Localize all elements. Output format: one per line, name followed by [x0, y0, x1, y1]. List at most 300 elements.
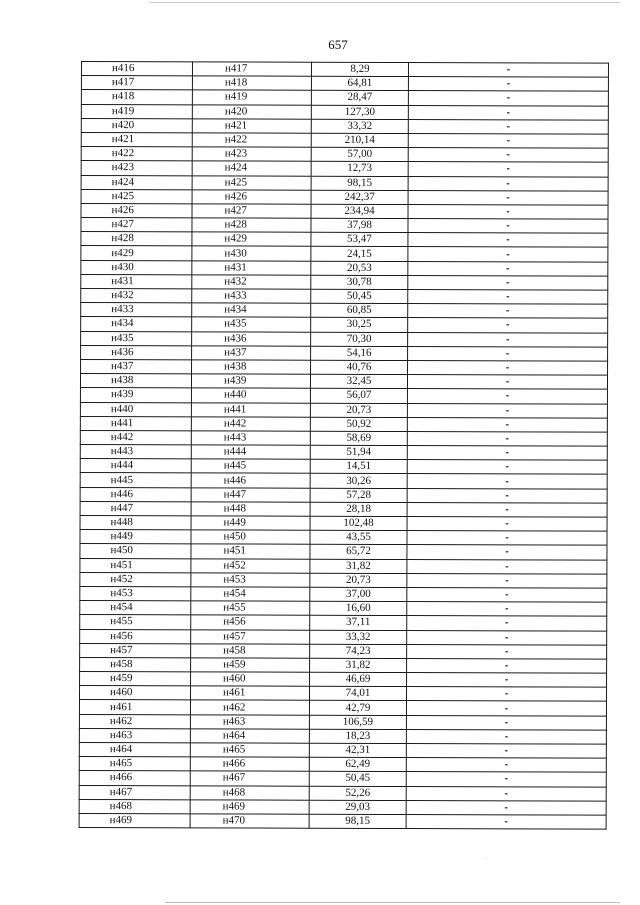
length-value: 32,45 [346, 375, 372, 388]
note-value: - [504, 660, 509, 672]
length-cell [309, 686, 406, 700]
end-point-cell [192, 275, 311, 290]
start-point-cell [80, 657, 191, 672]
end-point-cell [191, 417, 310, 432]
end-point-value: н428 [224, 218, 247, 231]
length-cell [309, 814, 406, 828]
start-point-value: н426 [111, 204, 134, 217]
note-cell [407, 502, 607, 517]
note-cell [406, 814, 606, 829]
end-point-value: н434 [224, 303, 247, 316]
end-point-cell [191, 388, 310, 403]
end-point-value: н462 [222, 700, 246, 714]
note-cell [407, 673, 607, 688]
end-point-cell [191, 402, 310, 417]
note-cell [407, 389, 607, 404]
end-point-cell [190, 729, 309, 744]
note-cell [407, 460, 607, 475]
end-point-cell [191, 516, 310, 531]
length-cell [311, 162, 408, 176]
note-value: - [505, 504, 509, 516]
end-point-value: н442 [223, 417, 247, 430]
length-cell [311, 190, 408, 204]
length-value: 234,94 [344, 204, 375, 217]
note-value: - [506, 64, 511, 76]
note-value: - [504, 773, 508, 785]
end-point-cell [191, 487, 310, 502]
note-value: - [504, 802, 508, 814]
end-point-value: н467 [222, 771, 246, 784]
start-point-cell [80, 416, 191, 431]
end-point-value: н436 [224, 332, 247, 345]
note-cell [407, 446, 607, 461]
start-point-value: н420 [111, 118, 135, 132]
start-point-value: н442 [110, 431, 134, 444]
end-point-value: н464 [222, 729, 246, 742]
note-value: - [505, 475, 509, 487]
length-cell [309, 729, 406, 743]
start-point-value: н452 [110, 572, 133, 586]
note-value: - [506, 220, 510, 232]
note-value: - [504, 816, 508, 828]
end-point-value: н419 [224, 90, 248, 103]
end-point-cell [192, 204, 311, 219]
start-point-cell [81, 345, 192, 360]
note-cell [406, 744, 606, 759]
note-cell [408, 105, 608, 120]
length-cell [310, 389, 407, 403]
note-cell [408, 332, 608, 347]
length-cell [311, 232, 408, 246]
start-point-value: н460 [109, 686, 133, 699]
length-value: 30,26 [346, 474, 372, 487]
end-point-value: н431 [224, 261, 247, 274]
start-point-cell [80, 558, 191, 573]
end-point-value: н424 [224, 161, 248, 174]
length-value: 98,15 [345, 814, 371, 827]
start-point-value: н469 [109, 814, 133, 827]
start-point-value: н427 [111, 218, 134, 231]
note-cell [407, 403, 607, 418]
note-value: - [506, 291, 510, 303]
length-value: 58,69 [346, 431, 372, 444]
end-point-value: н469 [222, 800, 246, 813]
start-point-value: н456 [110, 629, 133, 642]
note-value: - [505, 560, 509, 573]
end-point-cell [192, 246, 311, 261]
length-value: 40,76 [346, 360, 372, 373]
end-point-value: н437 [224, 346, 247, 359]
start-point-value: н457 [110, 643, 133, 656]
start-point-cell [80, 601, 191, 616]
end-point-cell [192, 218, 311, 233]
start-point-cell [81, 246, 192, 261]
note-cell [407, 431, 607, 446]
length-cell [310, 374, 407, 388]
start-point-cell [81, 189, 192, 204]
length-value: 28,47 [347, 91, 373, 104]
note-cell [408, 119, 608, 134]
note-value: - [506, 248, 510, 260]
note-value: - [504, 759, 508, 771]
end-point-value: н454 [223, 587, 246, 600]
start-point-cell [80, 615, 191, 630]
length-value: 30,25 [346, 318, 372, 331]
note-cell [406, 758, 606, 773]
end-point-value: н456 [223, 615, 246, 628]
note-value: - [506, 234, 510, 246]
length-cell [311, 303, 408, 317]
start-point-cell [79, 714, 190, 729]
note-cell [408, 219, 608, 234]
length-value: 31,82 [345, 658, 371, 671]
length-value: 20,73 [345, 573, 371, 586]
length-value: 210,14 [344, 133, 375, 146]
length-cell [311, 76, 408, 90]
note-value: - [505, 631, 509, 643]
end-point-value: н455 [223, 601, 246, 614]
length-value: 37,11 [346, 616, 371, 629]
start-point-cell [79, 700, 190, 715]
length-value: 43,55 [346, 531, 371, 544]
start-point-cell [81, 104, 192, 119]
start-point-cell [81, 76, 192, 91]
end-point-value: н417 [224, 62, 248, 75]
length-value: 106,59 [342, 715, 374, 728]
end-point-cell [190, 800, 309, 815]
note-value: - [506, 305, 510, 317]
length-value: 33,32 [345, 630, 371, 643]
note-cell [406, 701, 606, 716]
length-cell [309, 701, 406, 715]
end-point-value: н453 [223, 573, 246, 586]
end-point-value: н459 [223, 658, 246, 671]
length-value: 24,15 [347, 247, 372, 260]
start-point-value: н423 [111, 161, 135, 174]
start-point-cell [80, 459, 191, 474]
length-cell [311, 176, 408, 190]
length-value: 57,28 [346, 488, 372, 501]
note-value: - [505, 490, 509, 502]
start-point-cell [80, 374, 191, 389]
end-point-cell [192, 147, 311, 162]
note-cell [407, 488, 607, 503]
start-point-cell [81, 118, 192, 133]
scan-speck [486, 858, 487, 859]
length-value: 46,69 [345, 672, 371, 686]
end-point-cell [191, 672, 310, 687]
length-cell [309, 786, 406, 800]
end-point-cell [192, 331, 311, 346]
start-point-value: н455 [110, 615, 133, 628]
length-cell [309, 715, 406, 729]
end-point-cell [192, 175, 311, 190]
length-cell [309, 800, 406, 814]
length-value: 20,53 [346, 261, 372, 274]
note-value: - [506, 121, 510, 133]
start-point-value: н459 [110, 672, 133, 685]
note-cell [408, 162, 608, 177]
end-point-cell [192, 360, 311, 375]
note-cell [406, 772, 606, 787]
start-point-value: н430 [111, 260, 134, 273]
note-cell [407, 474, 607, 489]
length-cell [310, 502, 407, 516]
end-point-cell [190, 814, 309, 829]
note-cell [407, 531, 607, 546]
length-cell [310, 601, 407, 615]
length-value: 127,30 [344, 105, 375, 118]
end-point-cell [190, 686, 309, 701]
start-point-value: н453 [110, 587, 133, 600]
length-value: 98,15 [347, 176, 373, 189]
note-value: - [506, 78, 511, 90]
end-point-value: н461 [222, 686, 246, 699]
start-point-value: н463 [109, 729, 133, 742]
length-value: 52,26 [345, 786, 371, 799]
start-point-cell [79, 813, 190, 828]
note-cell [407, 517, 607, 532]
end-point-cell [191, 658, 310, 673]
length-value: 54,16 [346, 346, 372, 359]
end-point-value: н443 [223, 431, 247, 444]
length-value: 102,48 [343, 516, 374, 530]
note-cell [408, 247, 608, 262]
end-point-cell [190, 714, 309, 729]
segment-table-container [79, 61, 609, 830]
start-point-value: н422 [111, 147, 135, 160]
scan-edge-line-top [150, 2, 620, 3]
length-cell [310, 616, 407, 630]
start-point-cell [80, 402, 191, 417]
end-point-cell [190, 771, 309, 786]
end-point-value: н429 [224, 232, 247, 245]
end-point-value: н423 [224, 147, 248, 160]
length-cell [309, 757, 406, 771]
length-value: 50,92 [346, 417, 372, 430]
end-point-cell [191, 374, 310, 389]
end-point-cell [191, 629, 310, 644]
note-cell [406, 729, 606, 744]
end-point-cell [191, 431, 310, 446]
start-point-cell [80, 643, 191, 658]
start-point-cell [80, 445, 191, 460]
length-cell [311, 289, 408, 303]
end-point-value: н426 [224, 190, 247, 203]
start-point-cell [81, 62, 192, 77]
note-value: - [506, 206, 510, 218]
end-point-cell [192, 133, 311, 148]
start-point-cell [80, 515, 191, 530]
end-point-cell [192, 190, 311, 205]
note-cell [408, 290, 608, 305]
length-value: 62,49 [345, 758, 371, 771]
note-cell [406, 715, 606, 730]
length-cell [311, 218, 408, 232]
length-value: 42,31 [345, 743, 371, 757]
note-value: - [505, 348, 510, 360]
length-cell [310, 431, 407, 445]
end-point-cell [190, 743, 309, 758]
start-point-cell [80, 572, 191, 587]
end-point-value: н421 [224, 119, 248, 132]
start-point-value: н468 [109, 799, 133, 813]
end-point-value: н418 [224, 76, 248, 89]
start-point-value: н441 [110, 416, 134, 429]
note-value: - [505, 617, 509, 629]
end-point-cell [191, 530, 310, 545]
start-point-cell [81, 175, 192, 190]
segment-table [79, 61, 609, 830]
start-point-value: н438 [110, 374, 134, 387]
end-point-cell [192, 346, 311, 361]
start-point-value: н434 [111, 317, 134, 330]
end-point-value: н452 [223, 559, 246, 572]
length-cell [310, 672, 407, 686]
start-point-value: н440 [110, 402, 134, 415]
note-cell [407, 545, 607, 560]
start-point-value: н431 [111, 275, 134, 288]
start-point-cell [79, 742, 190, 757]
length-cell [310, 559, 407, 573]
length-value: 29,03 [345, 800, 371, 813]
end-point-cell [192, 289, 311, 304]
end-point-value: н458 [223, 644, 246, 657]
length-cell [310, 587, 407, 601]
note-cell [407, 602, 607, 617]
start-point-value: н448 [110, 516, 133, 529]
note-value: - [505, 603, 509, 615]
end-point-cell [191, 601, 310, 616]
end-point-value: н420 [224, 105, 248, 118]
start-point-cell [81, 161, 192, 176]
end-point-value: н451 [223, 544, 246, 557]
start-point-value: н467 [109, 785, 133, 798]
start-point-value: н444 [110, 459, 134, 472]
note-cell [406, 786, 606, 801]
note-cell [408, 304, 608, 319]
note-cell [407, 573, 607, 588]
start-point-cell [80, 586, 191, 601]
start-point-cell [81, 232, 192, 247]
note-cell [407, 375, 607, 390]
note-value: - [505, 532, 509, 544]
end-point-value: н427 [224, 204, 247, 217]
start-point-cell [81, 359, 192, 374]
start-point-cell [79, 728, 190, 743]
start-point-value: н449 [110, 530, 133, 543]
length-cell [311, 62, 408, 76]
page-number: 657 [328, 37, 348, 52]
start-point-value: н466 [109, 771, 133, 784]
length-cell [310, 545, 407, 559]
start-point-cell [81, 317, 192, 332]
start-point-value: н443 [110, 445, 134, 458]
start-point-cell [80, 530, 191, 545]
note-value: - [504, 646, 509, 658]
note-value: - [506, 135, 510, 147]
note-cell [408, 148, 608, 163]
start-point-value: н437 [111, 360, 134, 373]
end-point-value: н445 [223, 459, 247, 472]
start-point-cell [80, 629, 191, 644]
start-point-value: н446 [110, 487, 134, 500]
note-value: - [504, 702, 509, 714]
length-cell [310, 403, 407, 417]
start-point-value: н421 [111, 133, 135, 146]
length-value: 12,73 [347, 162, 373, 175]
length-cell [311, 204, 408, 218]
length-cell [311, 275, 408, 289]
end-point-value: н448 [223, 502, 247, 515]
end-point-cell [191, 644, 310, 659]
end-point-cell [192, 76, 311, 91]
start-point-value: н416 [111, 62, 135, 75]
end-point-cell [192, 232, 311, 247]
end-point-cell [191, 615, 310, 630]
length-value: 50,45 [345, 772, 371, 785]
end-point-value: н446 [223, 473, 247, 487]
end-point-cell [192, 317, 311, 332]
note-value: - [505, 575, 509, 587]
length-value: 53,47 [347, 233, 372, 246]
length-cell [311, 318, 408, 332]
start-point-cell [81, 132, 192, 147]
note-value: - [505, 390, 510, 402]
note-value: - [505, 546, 509, 558]
length-value: 37,00 [345, 587, 371, 600]
length-value: 74,23 [345, 644, 371, 657]
note-cell [407, 630, 607, 645]
end-point-value: н432 [224, 275, 247, 288]
note-cell [407, 616, 607, 631]
length-value: 65,72 [346, 545, 371, 558]
length-value: 51,94 [346, 445, 372, 459]
length-cell [310, 630, 407, 644]
start-point-cell [79, 771, 190, 786]
length-value: 56,07 [346, 389, 372, 402]
note-value: - [506, 92, 511, 104]
start-point-cell [81, 218, 192, 233]
end-point-value: н450 [223, 530, 246, 543]
end-point-value: н433 [224, 289, 247, 302]
length-cell [309, 772, 406, 786]
start-point-value: н436 [111, 345, 134, 359]
end-point-cell [192, 90, 311, 105]
note-value: - [505, 447, 509, 459]
end-point-cell [191, 544, 310, 559]
length-cell [310, 644, 407, 658]
start-point-value: н417 [111, 76, 135, 89]
end-point-cell [190, 700, 309, 715]
length-cell [311, 147, 408, 161]
length-cell [310, 417, 407, 431]
start-point-cell [81, 274, 192, 289]
note-cell [407, 587, 607, 602]
end-point-value: н444 [223, 445, 247, 458]
start-point-value: н461 [109, 700, 133, 713]
note-value: - [505, 461, 509, 473]
note-cell [406, 800, 606, 815]
note-cell [408, 63, 608, 78]
note-cell [408, 176, 608, 191]
end-point-cell [191, 558, 310, 573]
segment-table-body [79, 62, 608, 830]
length-cell [310, 530, 407, 544]
start-point-value: н429 [111, 246, 134, 259]
start-point-value: н465 [109, 757, 133, 770]
end-point-cell [192, 62, 311, 77]
